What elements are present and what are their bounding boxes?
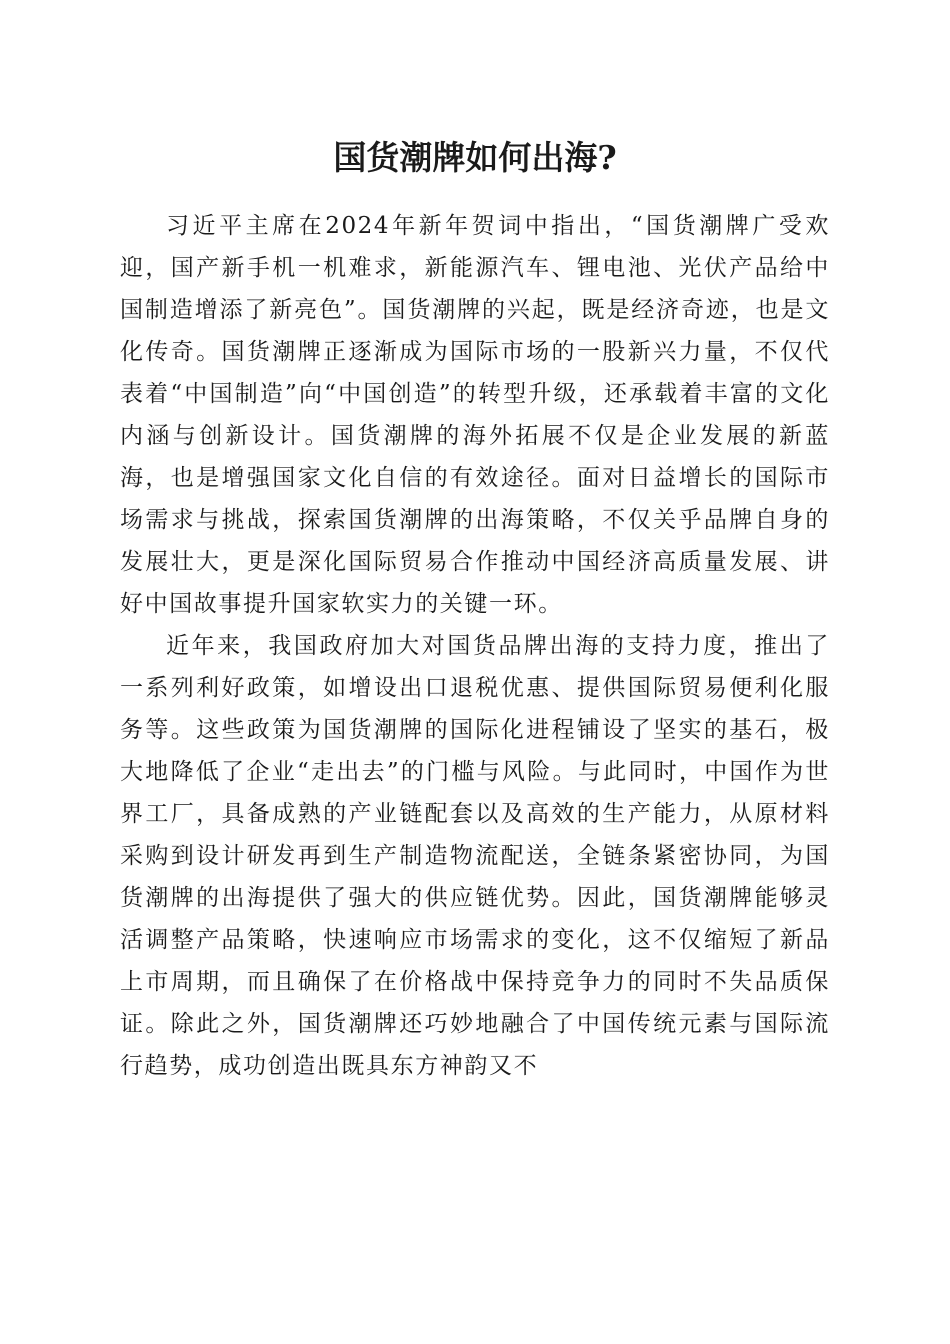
paragraph-1: 习近平主席在2024年新年贺词中指出，“国货潮牌广受欢迎，国产新手机一机难求，新能源汽车、锂电池、光伏产品给中国制造增添了新亮色”。国货潮牌的兴起，既是经济奇迹，也是文化传奇。国货潮牌正逐渐成为国际市场的一股新兴力量，不仅代表着“中国制造”向“中国创造”的转型升级，还承载着丰富的文化内涵与创新设计。国货潮牌的海外拓展不仅是企业发展的新蓝海，也是增强国家文化自信的有效途径。面对日益增长的国际市场需求与挑战，探索国货潮牌的出海策略，不仅关乎品牌自身的发展壮大，更是深化国际贸易合作推动中国经济高质量发展、讲好中国故事提升国家软实力的关键一环。	[120, 213, 830, 617]
paragraph-2: 近年来，我国政府加大对国货品牌出海的支持力度，推出了一系列利好政策，如增设出口退税优惠、提供国际贸易便利化服务等。这些政策为国货潮牌的国际化进程铺设了坚实的基石，极大地降低了企业“走出去”的门槛与风险。与此同时，中国作为世界工厂，具备成熟的产业链配套以及高效的生产能力，从原材料采购到设计研发再到生产制造物流配送，全链条紧密协同，为国货潮牌的出海提供了强大的供应链优势。因此，国货潮牌能够灵活调整产品策略，快速响应市场需求的变化，这不仅缩短了新品上市周期，而且确保了在价格战中保持竞争力的同时不失品质保证。除此之外，国货潮牌还巧妙地融合了中国传统元素与国际流行趋势，成功创造出既具东方神韵又不	[120, 633, 830, 1079]
page-title: 国货潮牌如何出海?	[333, 138, 617, 177]
article-body	[120, 205, 830, 1087]
